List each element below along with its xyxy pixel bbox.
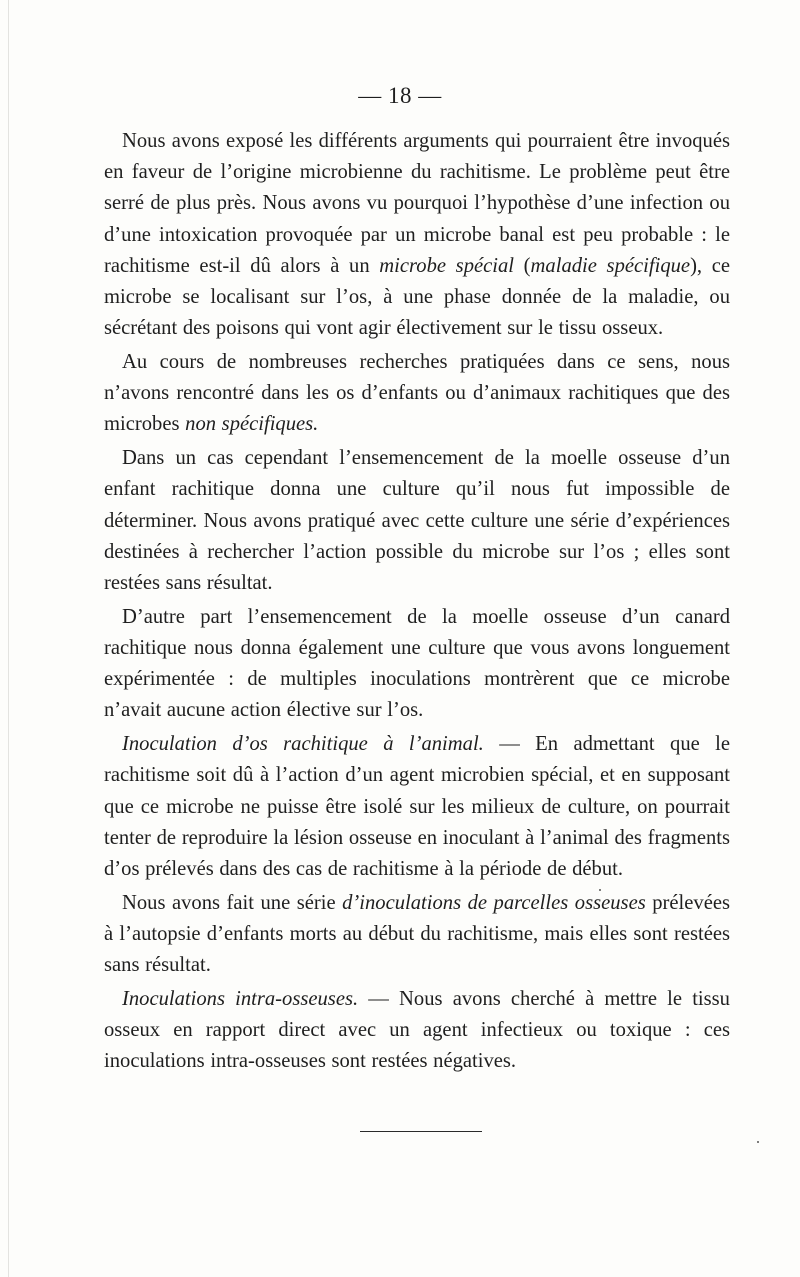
text-run: ), ce microbe se localisant sur l’os, à une phase donnée de la maladie, ou sécrétant des poisons qui vont agir électivement sur le tissu osseux. xyxy=(104,254,731,340)
text-run: prélevées à l’autopsie d’enfants morts au début du rachitisme, mais elles sont restées sans résultat. xyxy=(104,891,730,977)
page-edge xyxy=(8,0,9,1277)
print-speck xyxy=(757,1141,759,1143)
text-run: — En admettant que le rachitisme soit dû à l’action d’un agent microbien spécial, et en supposant que ce microbe ne puisse être isolé sur les milieux de culture, on pourrait tenter de reproduire la lésion osseuse en inoculant à l’animal des fragments d’os prélevés dans des cas de rachitisme à la période de début. xyxy=(104,733,730,881)
paragraph xyxy=(104,602,730,727)
paragraph xyxy=(104,126,730,344)
italic-text: non spécifiques. xyxy=(185,413,319,436)
paragraph xyxy=(104,347,730,441)
italic-text: d’inoculations de parcelles osseuses xyxy=(342,891,646,914)
paragraph xyxy=(104,729,730,885)
italic-text: Inoculations intra-osseuses. xyxy=(122,988,359,1011)
paragraph xyxy=(104,888,730,982)
text-run: Au cours de nombreuses recherches pratiquées dans ce sens, nous n’avons rencontré dans les os d’enfants ou d’animaux rachitiques que des microbes xyxy=(104,351,730,436)
text-run: Dans un cas cependant l’ensemencement de la moelle osseuse d’un enfant rachitique donna une culture qu’il nous fut impossible de déterminer. Nous avons pratiqué avec cette culture une série d’expériences destinées à rechercher l’action possible du microbe sur l’os ; elles sont restées sans résultat. xyxy=(104,447,730,595)
text-run: Nous avons exposé les différents arguments qui pourraient être invoqués en faveur de l’origine microbienne du rachitisme. Le problème peut être serré de plus près. Nous avons vu pourquoi l’hypothèse d’une infection ou d’une intoxication provoquée par un microbe banal est peu probable : le rachitisme est-il dû alors à un xyxy=(104,130,730,277)
end-rule-divider xyxy=(360,1131,482,1132)
italic-text: microbe spécial xyxy=(379,254,515,277)
paragraph xyxy=(104,443,730,599)
italic-text: maladie spécifique xyxy=(530,254,691,277)
paragraph xyxy=(104,984,730,1078)
body-text xyxy=(104,126,730,1080)
text-run: D’autre part l’ensemencement de la moelle osseuse d’un canard rachitique nous donna également une culture que vous avons longuement expérimentée : de multiples inoculations montrèrent que ce microbe n’avait aucune action élective sur l’os. xyxy=(104,605,730,722)
text-run: ( xyxy=(514,254,531,277)
page-number: — 18 — xyxy=(358,83,442,108)
text-run: Nous avons fait une série xyxy=(122,891,343,914)
print-speck xyxy=(599,889,601,891)
italic-text: Inoculation d’os rachitique à l’animal. xyxy=(122,733,484,756)
text-run: — Nous avons cherché à mettre le tissu osseux en rapport direct avec un agent infectieux ou toxique : ces inoculations intra-osseuses sont restées négatives. xyxy=(104,988,730,1073)
